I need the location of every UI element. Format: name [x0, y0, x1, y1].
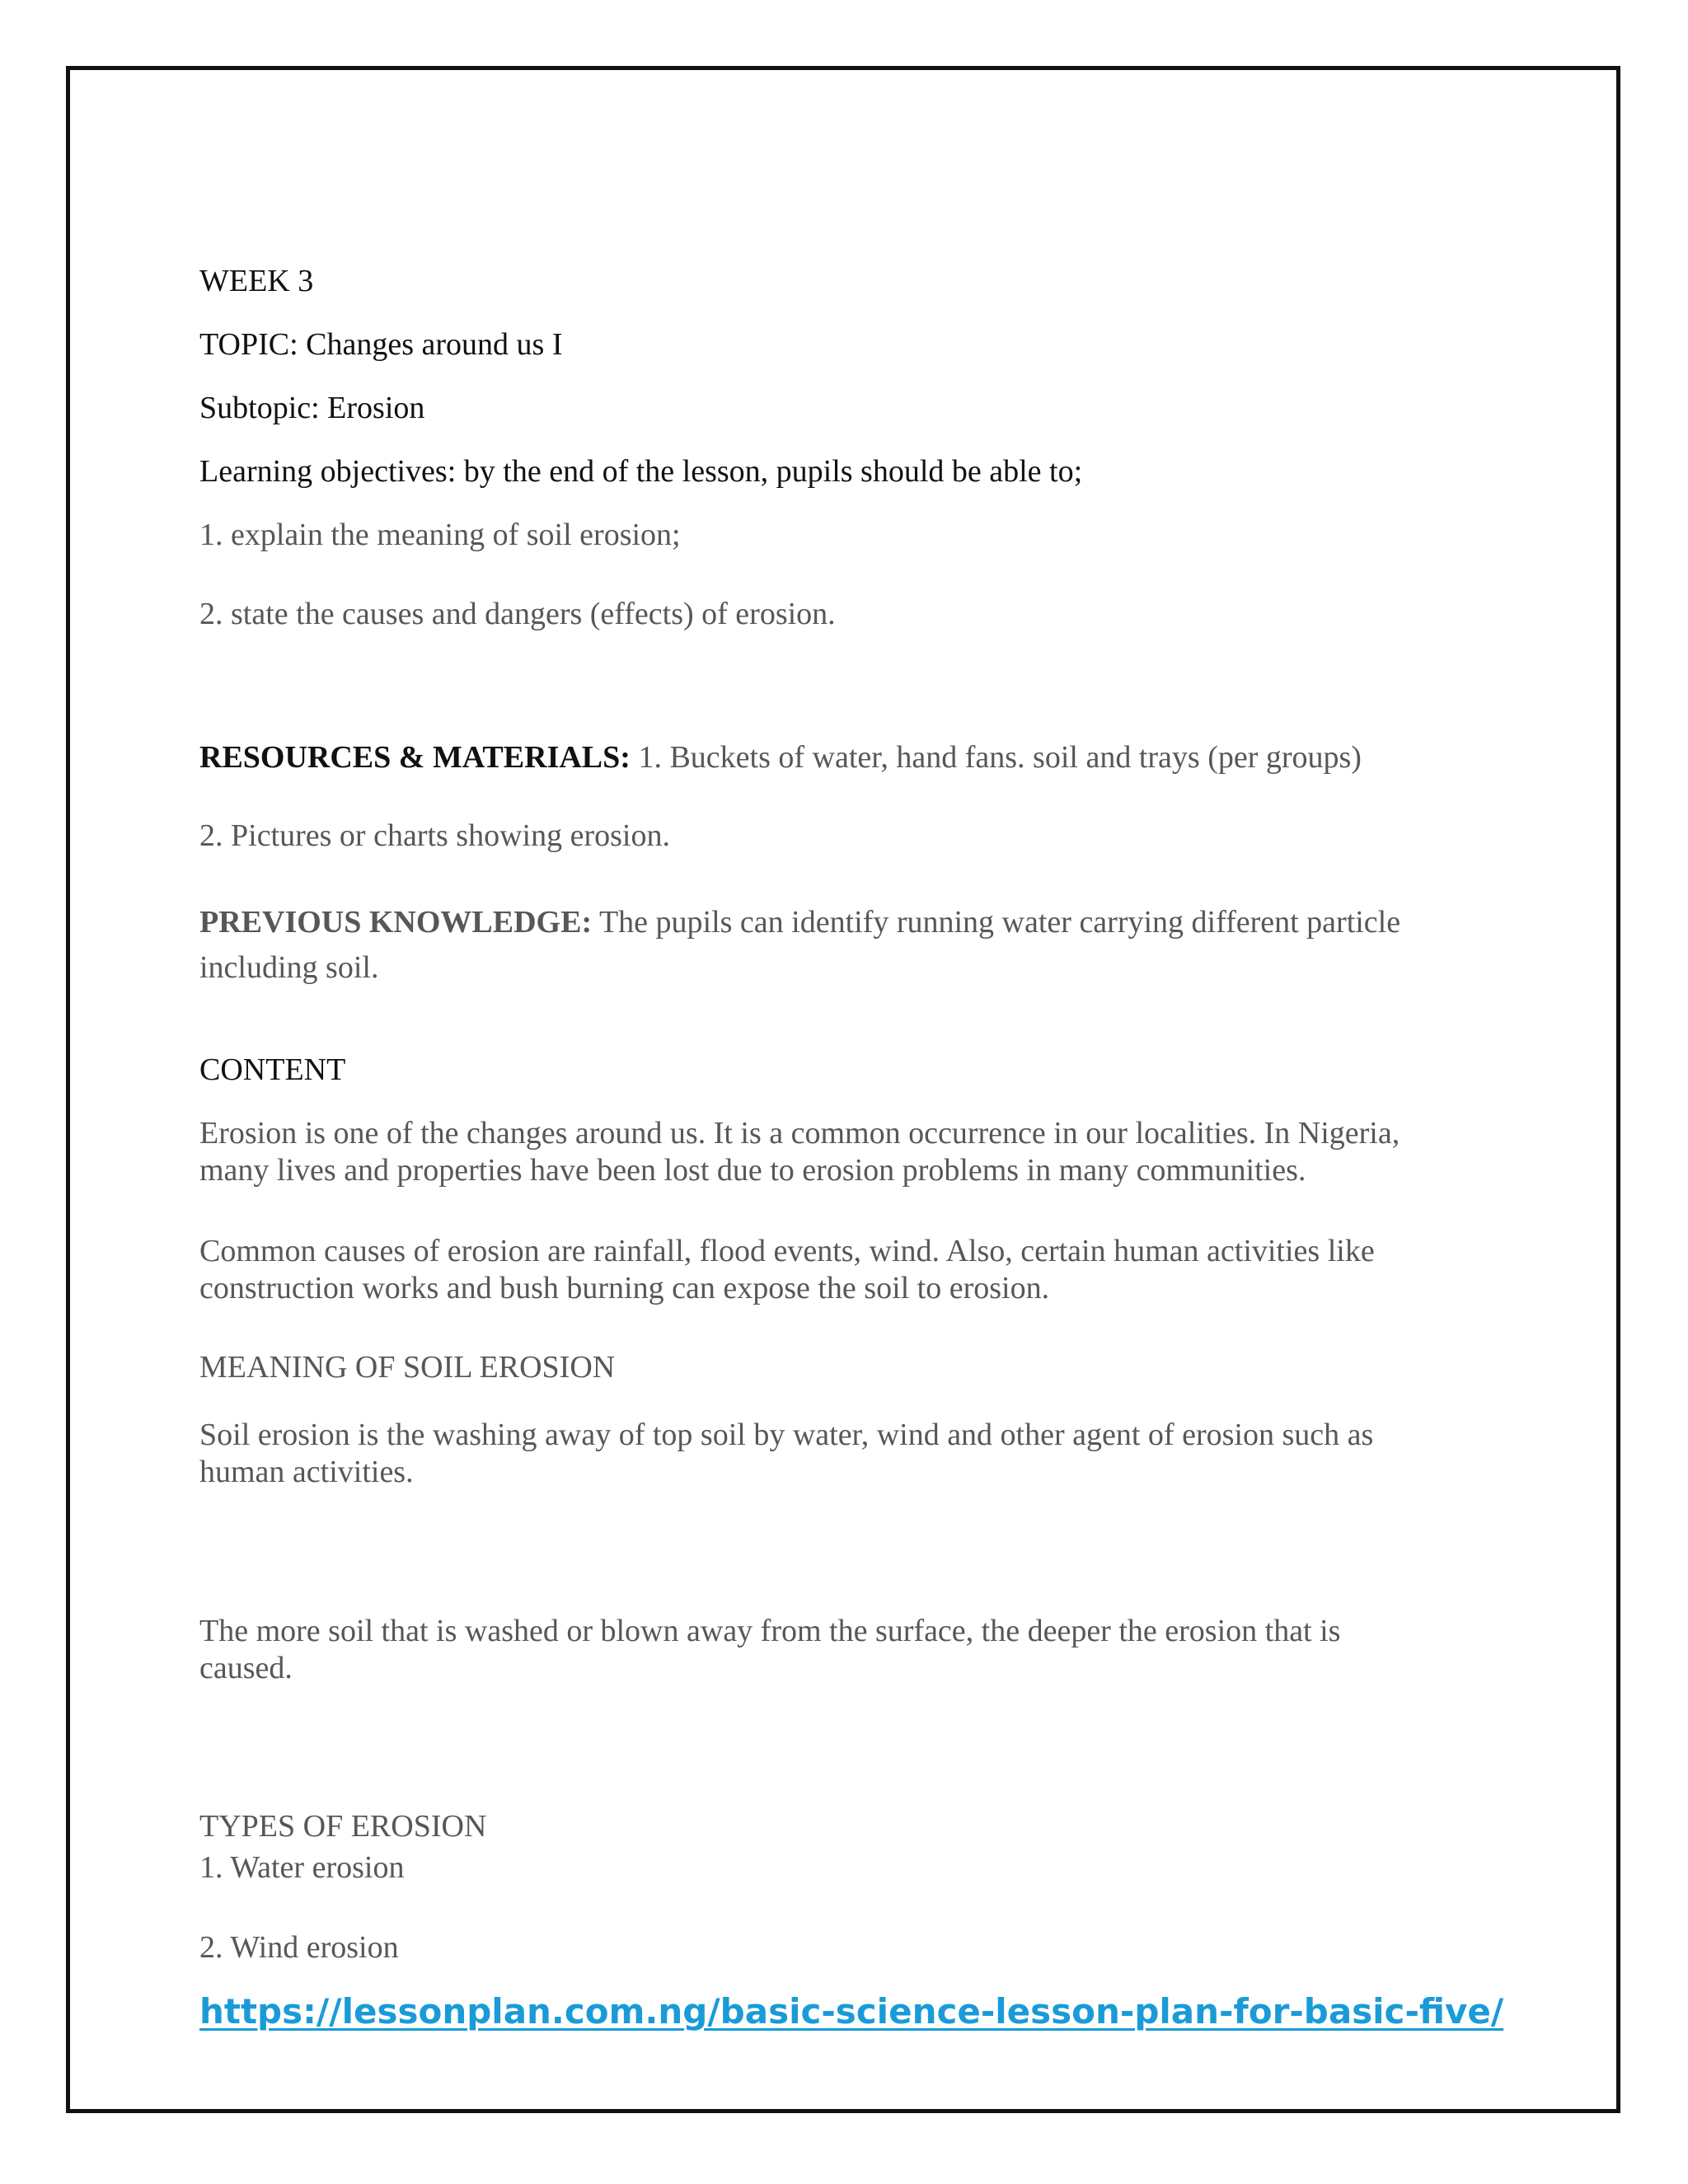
- resources-item-1: 1. Buckets of water, hand fans. soil and trays (per groups): [630, 740, 1362, 775]
- previous-knowledge-label: PREVIOUS KNOWLEDGE:: [199, 905, 593, 940]
- topic-title: TOPIC: Changes around us I: [199, 327, 563, 362]
- content-para1-line2: many lives and properties have been lost due to erosion problems in many communities.: [199, 1153, 1306, 1188]
- resources-item-2: 2. Pictures or charts showing erosion.: [199, 818, 670, 853]
- meaning-heading: MEANING OF SOIL EROSION: [199, 1350, 616, 1385]
- type-water-erosion: 1. Water erosion: [199, 1850, 405, 1885]
- more-soil-line2: caused.: [199, 1651, 293, 1685]
- objective-1: 1. explain the meaning of soil erosion;: [199, 518, 681, 552]
- meaning-line2: human activities.: [199, 1455, 414, 1489]
- subtopic-title: Subtopic: Erosion: [199, 391, 425, 425]
- previous-knowledge-line-2: including soil.: [199, 950, 379, 985]
- previous-knowledge-text: The pupils can identify running water carrying different particle: [592, 905, 1401, 940]
- lessonplan-link[interactable]: https://lessonplan.com.ng/basic-science-lesson-plan-for-basic-five/: [199, 1991, 1504, 2032]
- type-wind-erosion: 2. Wind erosion: [199, 1930, 399, 1965]
- objective-2: 2. state the causes and dangers (effects) of erosion.: [199, 597, 836, 631]
- previous-knowledge-line-1: [199, 903, 1400, 941]
- week-label: WEEK 3: [199, 264, 314, 298]
- content-para2-line2: construction works and bush burning can expose the soil to erosion.: [199, 1271, 1050, 1305]
- types-heading: TYPES OF EROSION: [199, 1809, 487, 1844]
- resources-line-1: [199, 738, 1362, 776]
- resources-label: RESOURCES & MATERIALS:: [199, 740, 631, 775]
- meaning-line1: Soil erosion is the washing away of top soil by water, wind and other agent of erosion such as: [199, 1418, 1374, 1452]
- content-heading: CONTENT: [199, 1052, 346, 1087]
- content-para2-line1: Common causes of erosion are rainfall, flood events, wind. Also, certain human activities like: [199, 1234, 1375, 1268]
- objectives-intro: Learning objectives: by the end of the lesson, pupils should be able to;: [199, 454, 1083, 489]
- content-para1-line1: Erosion is one of the changes around us. It is a common occurrence in our localities. In Nigeria,: [199, 1116, 1400, 1151]
- page-border: [66, 66, 1620, 2113]
- more-soil-line1: The more soil that is washed or blown away from the surface, the deeper the erosion that is: [199, 1614, 1341, 1648]
